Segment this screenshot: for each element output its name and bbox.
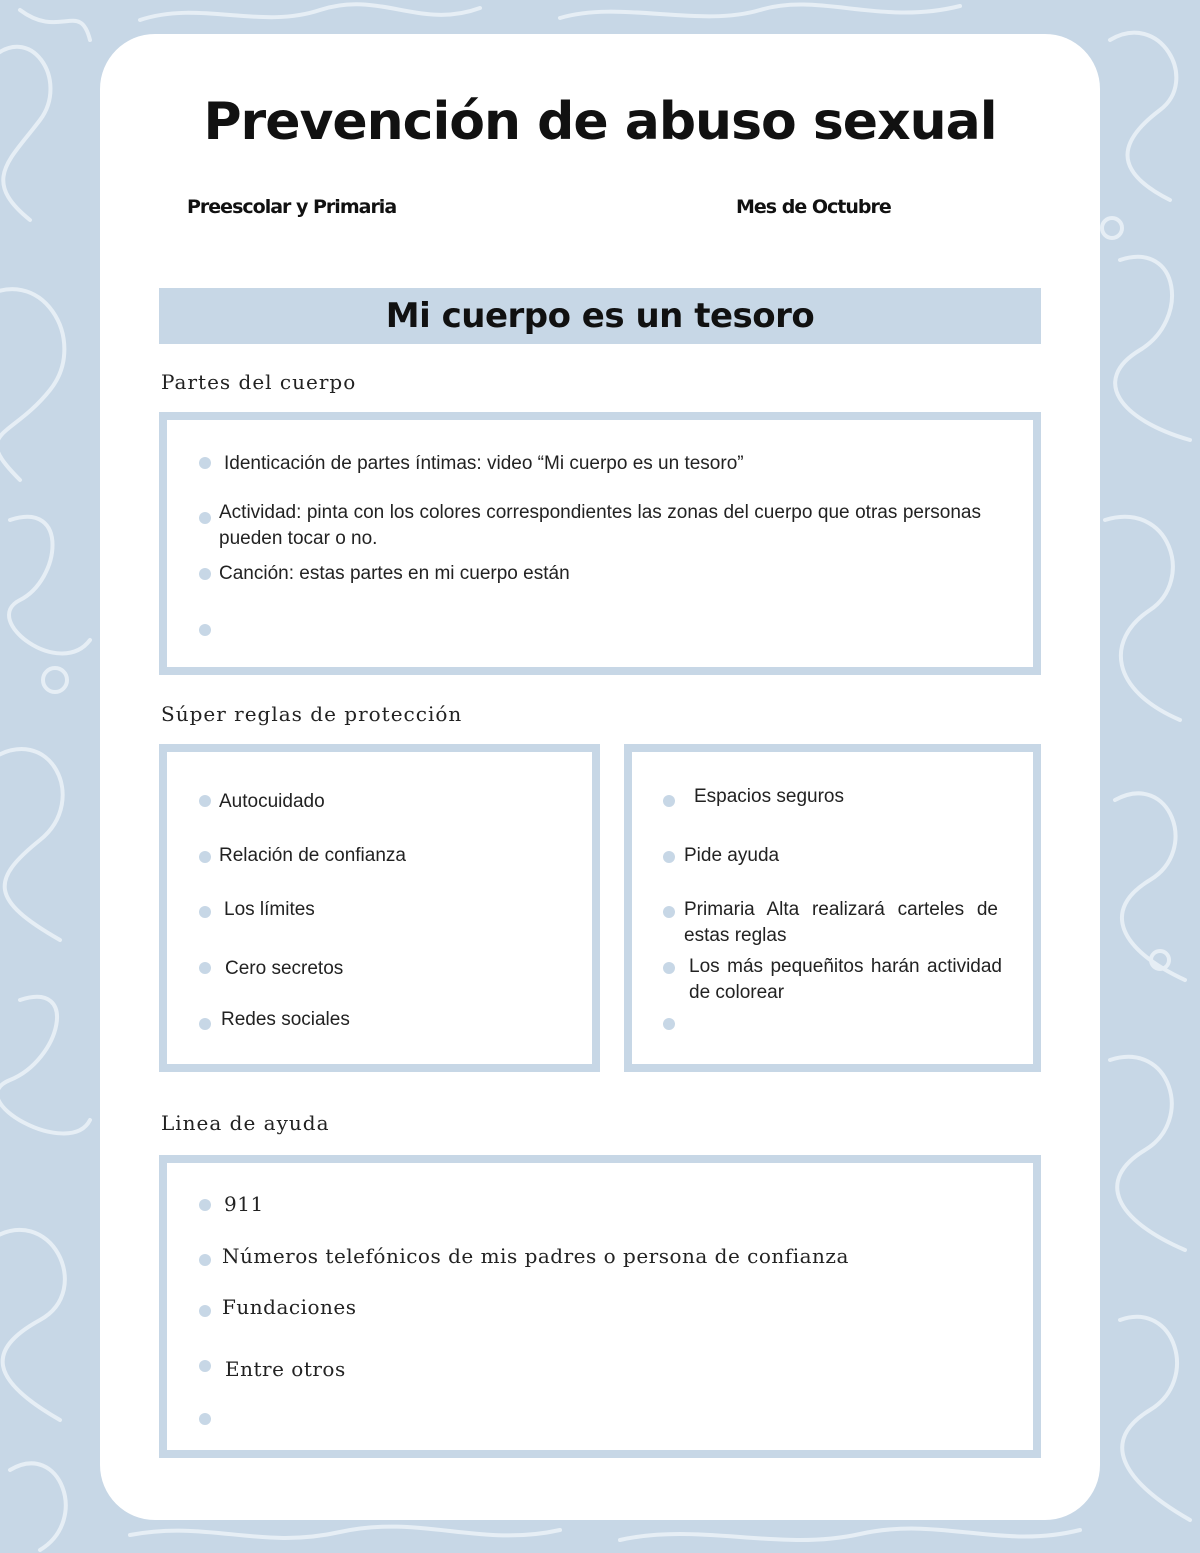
bullet-icon [199, 906, 211, 918]
bullet-icon [199, 1305, 211, 1317]
bullet-icon [663, 962, 675, 974]
list-item: Redes sociales [221, 1009, 350, 1030]
bullet-icon [663, 851, 675, 863]
list-item: Relación de confianza [219, 845, 406, 866]
list-item: Cero secretos [225, 958, 344, 979]
bullet-icon [199, 624, 211, 636]
list-item: Actividad: pinta con los colores correspondientes las zonas del cuerpo que otras personas pueden tocar o no. [219, 502, 981, 549]
list-item: Entre otros [225, 1357, 346, 1381]
list-item: Fundaciones [222, 1295, 357, 1319]
list-item: Los más pequeñitos harán actividad de colorear [689, 956, 1002, 1003]
bullet-icon [199, 1254, 211, 1266]
list-item: Primaria Alta realizará carteles de estas reglas [684, 899, 998, 946]
bullet-icon [199, 568, 211, 580]
bullet-icon [199, 457, 211, 469]
bullet-icon [199, 851, 211, 863]
bullet-icon [199, 1199, 211, 1211]
list-item: 911 [224, 1192, 264, 1216]
list-item: Canción: estas partes en mi cuerpo están [219, 563, 570, 584]
page-title: Prevención de abuso sexual [203, 92, 997, 152]
bullet-icon [199, 512, 211, 524]
list-item: Autocuidado [219, 791, 325, 812]
list-item: Números telefónicos de mis padres o persona de confianza [222, 1244, 849, 1268]
bullet-icon [199, 795, 211, 807]
banner-text: Mi cuerpo es un tesoro [385, 296, 815, 336]
topic-banner [159, 288, 1041, 344]
bullet-icon [199, 1360, 211, 1372]
bullet-icon [663, 906, 675, 918]
level-label: Preescolar y Primaria [187, 196, 397, 218]
bullet-icon [199, 1018, 211, 1030]
bullet-icon [199, 962, 211, 974]
month-label: Mes de Octubre [736, 196, 891, 218]
bullet-icon [199, 1413, 211, 1425]
section-heading-rules: Súper reglas de protección [161, 702, 463, 726]
list-item: Pide ayuda [684, 845, 780, 866]
section-heading-body-parts: Partes del cuerpo [161, 370, 357, 394]
bullet-icon [663, 795, 675, 807]
list-item: Identicación de partes íntimas: video “Mi cuerpo es un tesoro” [224, 453, 744, 474]
bullet-icon [663, 1018, 675, 1030]
section-heading-helpline: Linea de ayuda [161, 1111, 330, 1135]
list-item: Los límites [224, 899, 315, 920]
list-item: Espacios seguros [694, 786, 844, 807]
